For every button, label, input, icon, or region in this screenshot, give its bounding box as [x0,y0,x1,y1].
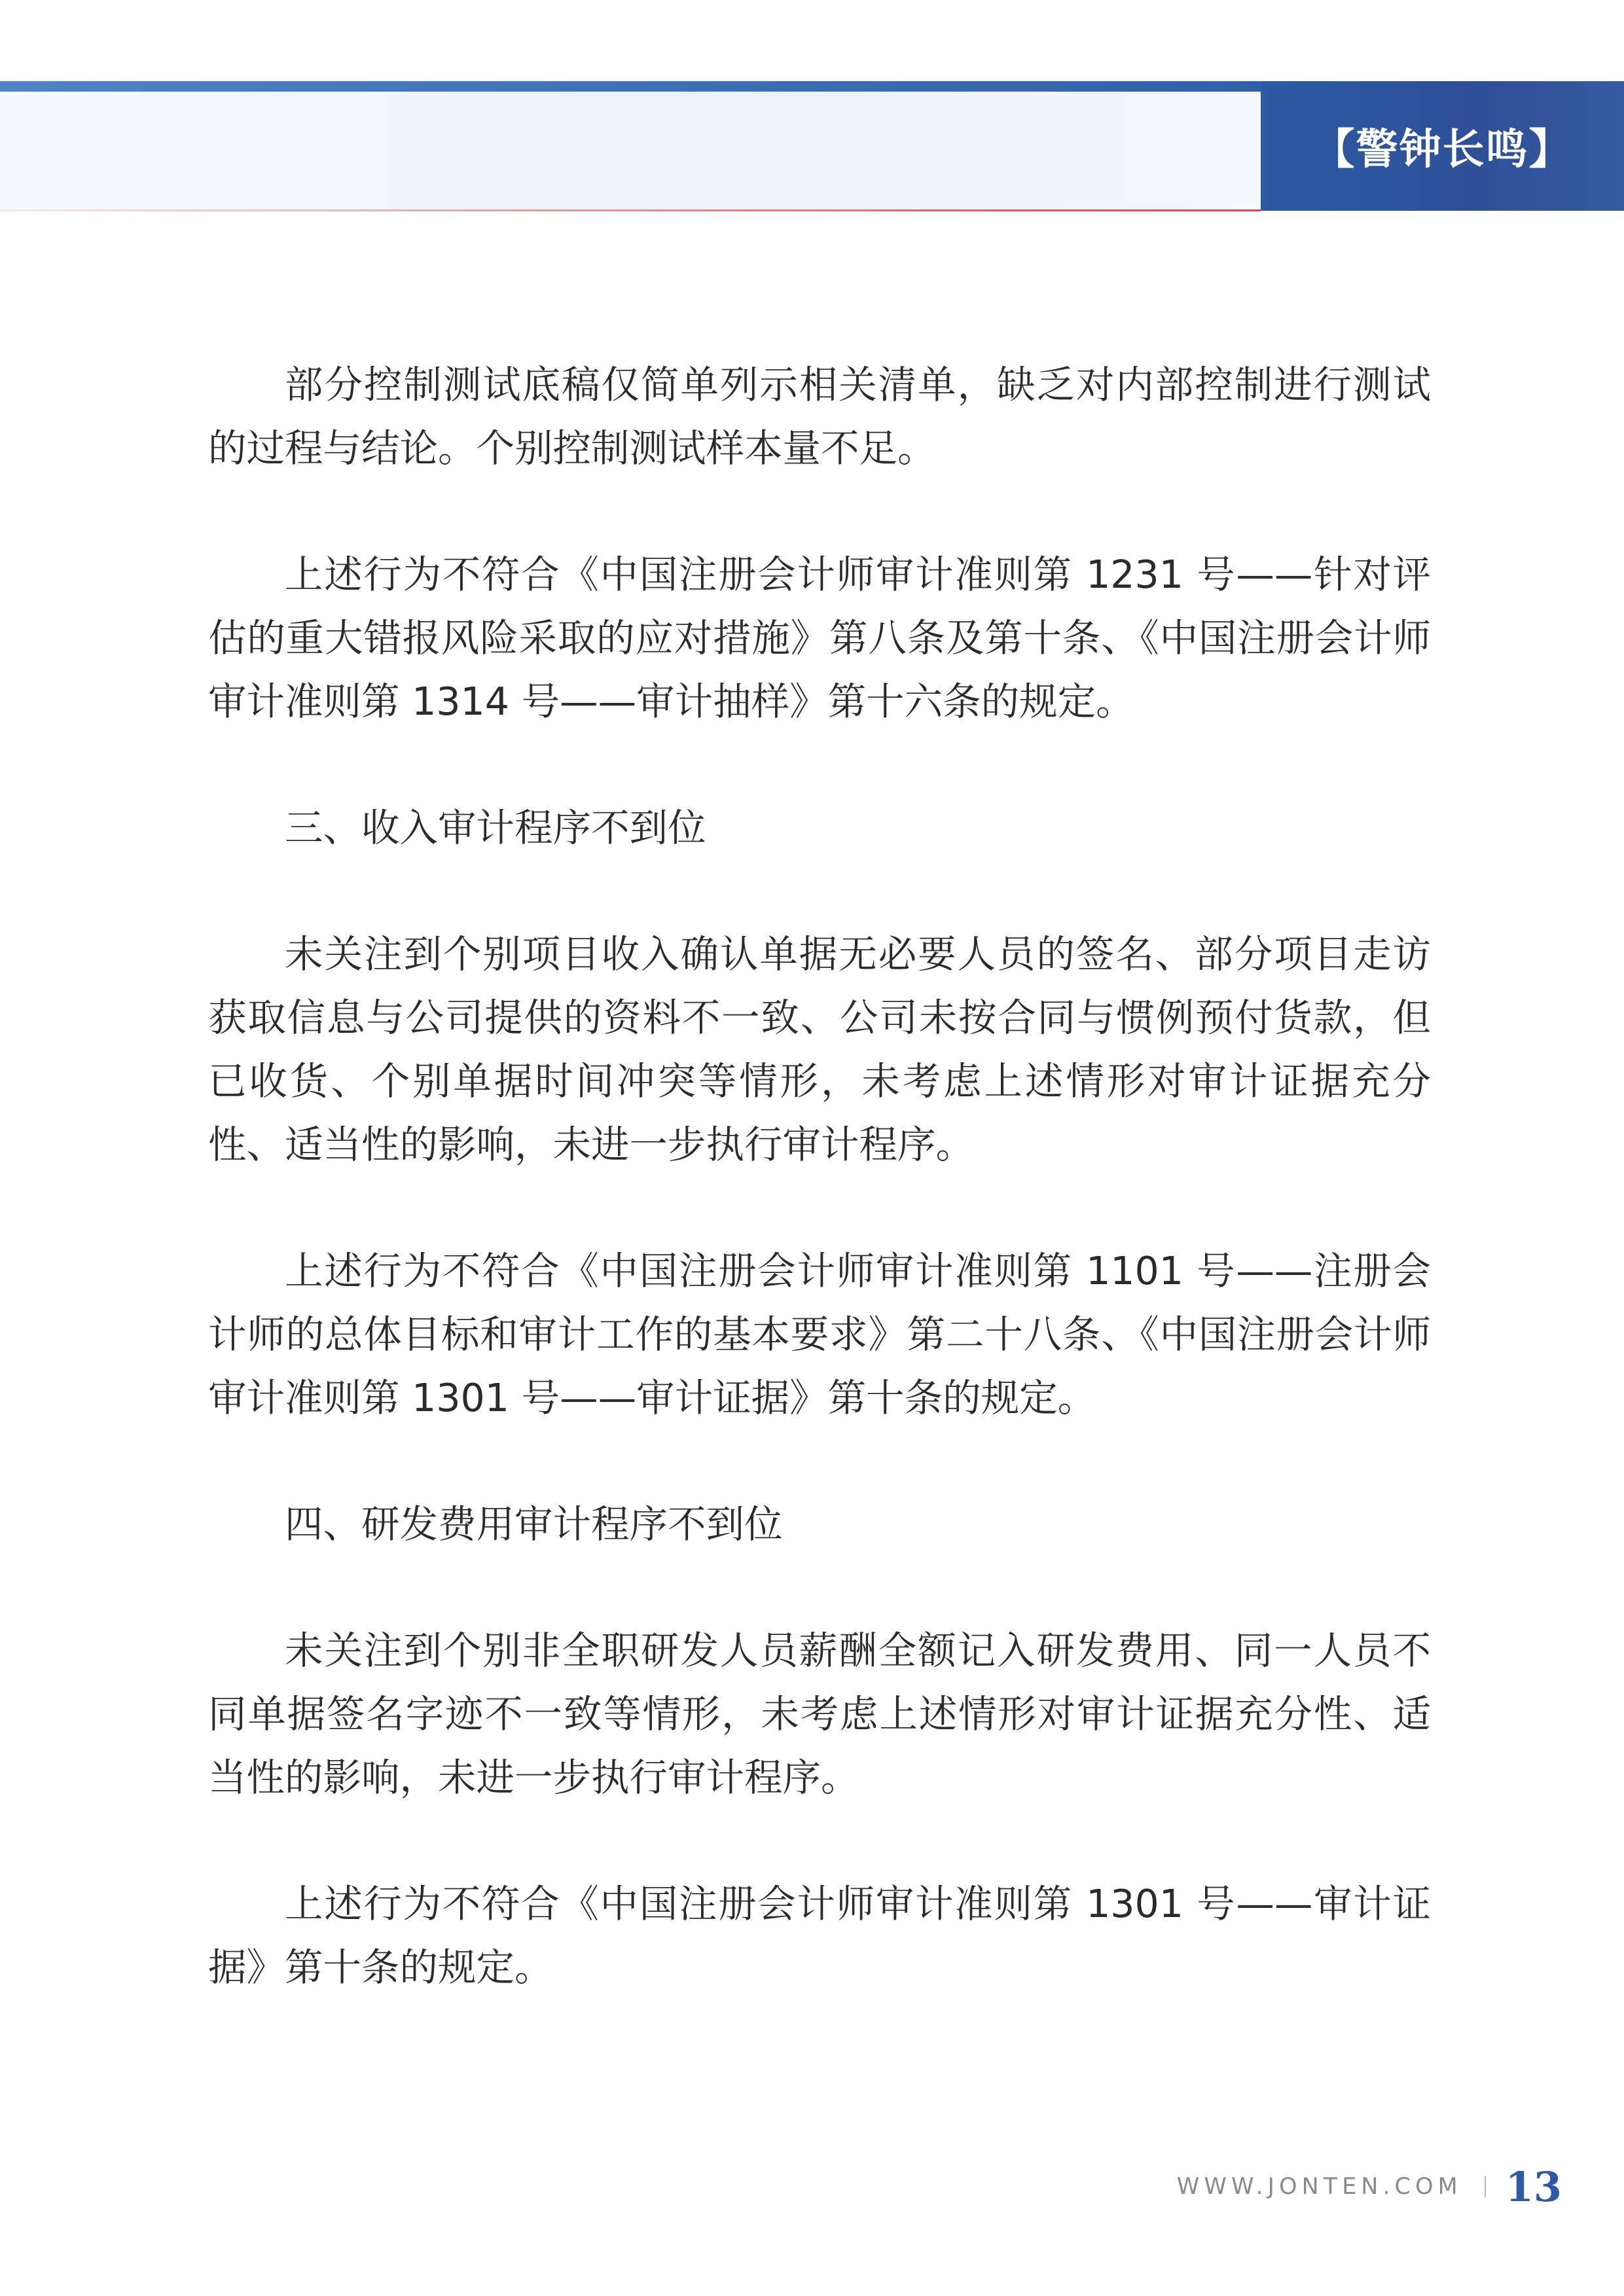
header-section-tag-text: 【警钟长鸣】 [1312,125,1572,174]
paragraph-control-test: 部分控制测试底稿仅简单列示相关清单，缺乏对内部控制进行测试的过程与结论。个别控制测试样本量不足。 [208,363,1431,471]
footer-divider [1485,2176,1486,2197]
header-top-rule [0,81,1261,92]
header-accent-rule [0,209,1261,211]
paragraph-violation-1101-1301: 上述行为不符合《中国注册会计师审计准则第 1101 号——注册会计师的总体目标和审计工作的基本要求》第二十八条、《中国注册会计师审计准则第 1301 号——审计证据》第十条的规定。 [208,1249,1431,1420]
paragraph-violation-1231-1314: 上述行为不符合《中国注册会计师审计准则第 1231 号——针对评估的重大错报风险采取的应对措施》第八条及第十条、《中国注册会计师审计准则第 1314 号——审计抽样》第十六条的规定。 [208,552,1431,724]
header-section-tag [1261,81,1624,211]
page-footer [1177,2157,1562,2216]
paragraph-violation-1301: 上述行为不符合《中国注册会计师审计准则第 1301 号——审计证据》第十条的规定。 [208,1882,1431,1990]
footer-website-url: WWW.JONTEN.COM [1176,2174,1462,2200]
header-band [0,92,1261,211]
paragraph-revenue-findings: 未关注到个别项目收入确认单据无必要人员的签名、部分项目走访获取信息与公司提供的资料不一致、公司未按合同与惯例预付货款，但已收货、个别单据时间冲突等情形，未考虑上述情形对审计证据充分性、适当性的影响，未进一步执行审计程序。 [208,932,1431,1167]
section-heading-revenue-audit: 三、收入审计程序不到位 [285,806,706,850]
article-body [208,353,1431,2062]
page-number: 13 [1505,2162,1562,2211]
paragraph-rd-findings: 未关注到个别非全职研发人员薪酬全额记入研发费用、同一人员不同单据签名字迹不一致等情形，未考虑上述情形对审计证据充分性、适当性的影响，未进一步执行审计程序。 [208,1628,1431,1800]
section-heading-rd-expense-audit: 四、研发费用审计程序不到位 [285,1502,783,1547]
